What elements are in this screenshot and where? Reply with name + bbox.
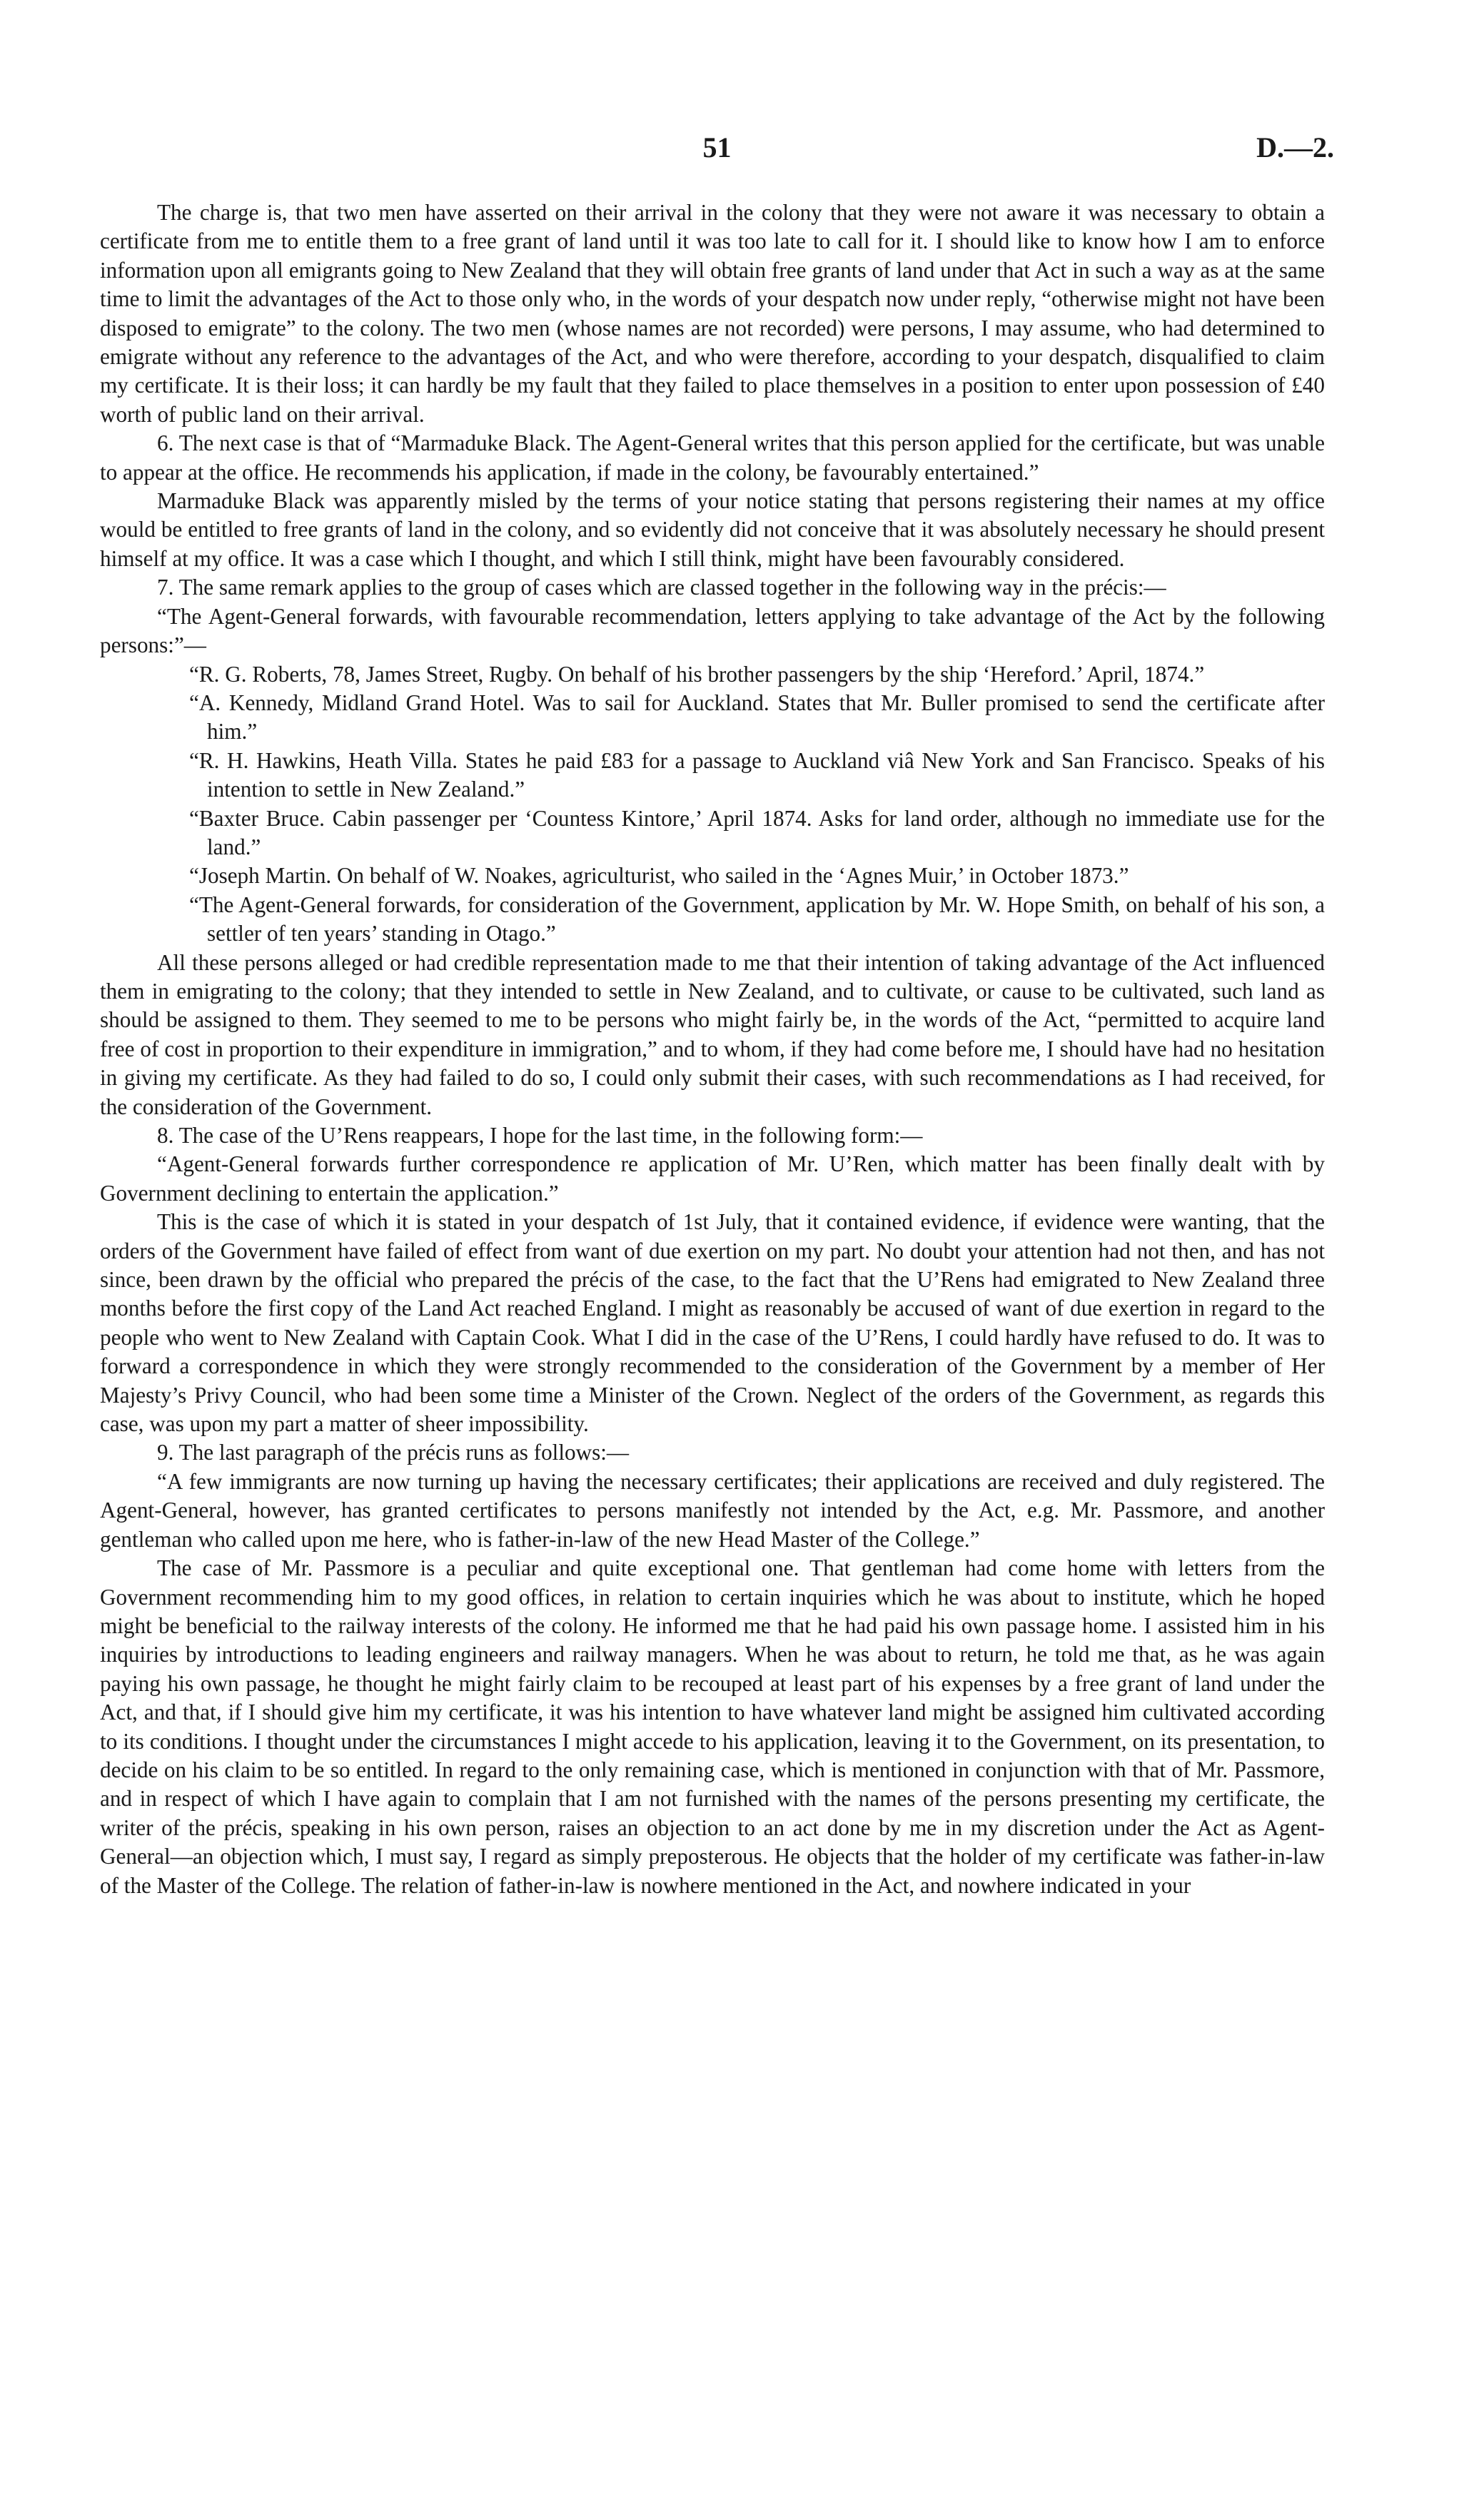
- paragraph: The case of Mr. Passmore is a peculiar and quite exceptional one. That gentleman had come home with letters from the Government recommending him to my good offices, in relation to certain inquiries which he was about to institute, which he hoped might be beneficial to the railway interests of the colony. He informed me that he had paid his own passage home. I assisted him in his inquiries by introductions to leading engineers and railway managers. When he was about to return, he told me that, as he was again paying his own passage, he thought he might fairly claim to be recouped at least part of his expenses by a free grant of land under the Act, and that, if I should give him my certificate, it was his intention to have whatever land might be assigned him cultivated according to its conditions. I thought under the circumstances I might accede to his application, leaving it to the Government, on its presentation, to decide on his claim to be so entitled. In regard to the only remaining case, which is mentioned in conjunction with that of Mr. Passmore, and in respect of which I have again to complain that I am not furnished with the names of the persons presenting my certificate, the writer of the précis, speaking in his own person, raises an objection to an act done by me in my discretion under the Act as Agent-General—an objection which, I must say, I regard as simply preposterous. He objects that the holder of my certificate was father-in-law of the Master of the College. The relation of father-in-law is nowhere mentioned in the Act, and nowhere indicated in your: [100, 1555, 1325, 1898]
- quoted-entry: “A. Kennedy, Midland Grand Hotel. Was to sail for Auckland. States that Mr. Buller promised to send the certificate after him.”: [189, 690, 1325, 744]
- paragraph: 9. The last paragraph of the précis runs as follows:—: [157, 1440, 630, 1465]
- quoted-paragraph: “The Agent-General forwards, with favourable recommendation, letters applying to take advantage of the Act by the following persons:”—: [100, 603, 1325, 658]
- paragraph: The charge is, that two men have asserted on their arrival in the colony that they were not aware it was necessary to obtain a certificate from me to entitle them to a free grant of land until it was too late to call for it. I should like to know how I am to enforce information upon all emigrants going to New Zealand that they will obtain free grants of land under that Act in such a way as at the same time to limit the advantages of the Act to those only who, in the words of your despatch now under reply, “otherwise might not have been disposed to emigrate” to the colony. The two men (whose names are not recorded) were persons, I may assume, who had determined to emigrate without any reference to the advantages of the Act, and who were therefore, according to your despatch, disqualified to claim my certificate. It is their loss; it can hardly be my fault that they failed to place themselves in a position to enter upon possession of £40 worth of public land on their arrival.: [100, 200, 1325, 427]
- quoted-entry: “R. H. Hawkins, Heath Villa. States he paid £83 for a passage to Auckland viâ New York and San Francisco. Speaks of his intention to settle in New Zealand.”: [189, 747, 1325, 802]
- quoted-entry: “R. G. Roberts, 78, James Street, Rugby. On behalf of his brother passengers by the ship ‘Hereford.’ April, 1874.”: [189, 661, 1205, 687]
- paragraph: Marmaduke Black was apparently misled by the terms of your notice stating that persons registering their names at my office would be entitled to free grants of land in the colony, and so evidently did not conceive that it was absolutely necessary he should present himself at my office. It was a case which I thought, and which I still think, might have been favourably considered.: [100, 488, 1325, 571]
- quoted-paragraph: “A few immigrants are now turning up having the necessary certificates; their applications are received and duly registered. The Agent-General, however, has granted certificates to persons manifestly not intended by the Act, e.g. Mr. Passmore, and another gentleman who called upon me here, who is father-in-law of the new Head Master of the College.”: [100, 1468, 1325, 1552]
- quoted-entry: “Baxter Bruce. Cabin passenger per ‘Countess Kintore,’ April 1874. Asks for land order, although no immediate use for the land.”: [189, 805, 1325, 859]
- page-number: 51: [702, 131, 732, 163]
- quoted-entry: “The Agent-General forwards, for consideration of the Government, application by Mr. W. Hope Smith, on behalf of his son, a settler of ten years’ standing in Otago.”: [189, 892, 1325, 946]
- document-body: [100, 198, 1325, 1900]
- paragraph: All these persons alleged or had credible representation made to me that their intention of taking advantage of the Act influenced them in emigrating to the colony; that they intended to settle in New Zealand, and to cultivate, or cause to be cultivated, such land as should be assigned to them. They seemed to me to be persons who might fairly be, in the words of the Act, “permitted to acquire land free of cost in proportion to their expenditure in immigration,” and to whom, if they had come before me, I should have had no hesitation in giving my certificate. As they had failed to do so, I could only submit their cases, with such recommendations as I had received, for the consideration of the Government.: [100, 949, 1325, 1119]
- paragraph: 8. The case of the U’Rens reappears, I hope for the last time, in the following form:—: [157, 1123, 923, 1148]
- paragraph: 6. The next case is that of “Marmaduke Black. The Agent-General writes that this person applied for the certificate, but was unable to appear at the office. He recommends his application, if made in the colony, be favourably entertained.”: [100, 430, 1325, 485]
- paragraph: 7. The same remark applies to the group of cases which are classed together in the following way in the précis:—: [157, 575, 1166, 600]
- quoted-entries: [100, 660, 1325, 949]
- paragraph: This is the case of which it is stated in your despatch of 1st July, that it contained evidence, if evidence were wanting, that the orders of the Government have failed of effect from want of due exertion on my part. No doubt your attention had not then, and has not since, been drawn by the official who prepared the précis of the case, to the fact that the U’Rens had emigrated to New Zealand three months before the first copy of the Land Act reached England. I might as reasonably be accused of want of due exertion in regard to the people who went to New Zealand with Captain Cook. What I did in the case of the U’Rens, I could hardly have refused to do. It was to forward a correspondence in which they were strongly recommended to the consideration of the Government by a member of Her Majesty’s Privy Council, who had been some time a Minister of the Crown. Neglect of the orders of the Government, as regards this case, was upon my part a matter of sheer impossibility.: [100, 1209, 1325, 1437]
- document-reference: D.—2.: [1256, 131, 1334, 163]
- quoted-entry: “Joseph Martin. On behalf of W. Noakes, agriculturist, who sailed in the ‘Agnes Muir,’ in October 1873.”: [189, 863, 1129, 889]
- page-header: [100, 125, 1334, 175]
- quoted-paragraph: “Agent-General forwards further correspondence re application of Mr. U’Ren, which matter has been finally dealt with by Government declining to entertain the application.”: [100, 1151, 1325, 1206]
